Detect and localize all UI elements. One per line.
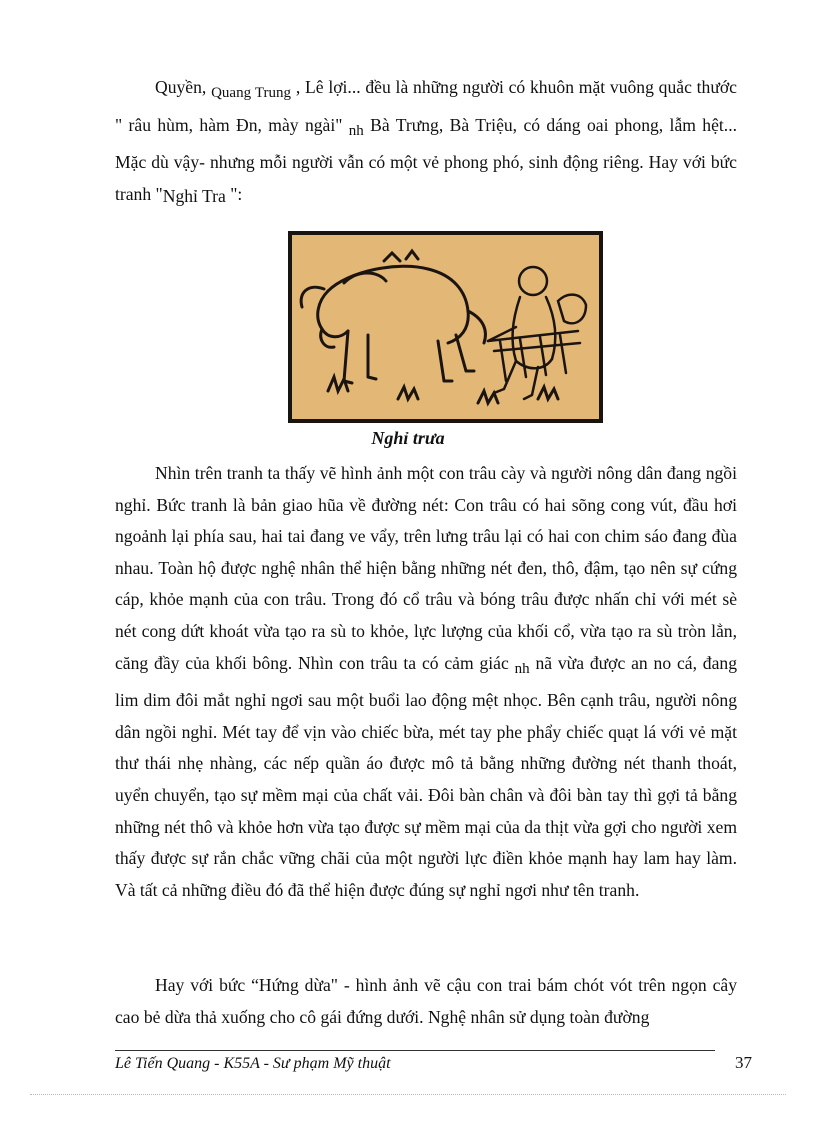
woodblock-illustration (288, 231, 603, 423)
text-run: , Lê lợi... đều là những người có khuôn mặt vuông quắc thước " râu hùm, hàm Ðn, mày ngài" (115, 77, 737, 135)
text-run: nh (348, 122, 364, 139)
painting-nghi-trua (288, 231, 603, 423)
paragraph-intro (115, 72, 737, 212)
text-run: nã vừa được an no cá, đang lim dim đôi mắt nghỉ ngơi sau một buổi lao động mệt nhọc. Bên cạnh trâu, người nông dân ngồi nghỉ. Mét tay để vịn vào chiếc bừa, mét tay phe phẩy chiếc quạt lá với vẻ mặt thư thái nhẹ nhàng, các nếp quần áo được mô tả bằng những đường nét thanh thoát, uyển chuyển, tạo sự mềm mại của chất vải. Đôi bàn chân và đôi bàn tay thì gợi tả bằng những nét thô và khỏe hơn vừa tạo được sự mềm mại của da thịt vừa gợi cho người xem thấy được sự rắn chắc vững chãi của một người lực điền khỏe mạnh hay lam hay làm. Và tất cả những điều đó đã thể hiện được đúng sự nghỉ ngơi như tên tranh. (115, 652, 737, 900)
text-run: Quyền, (155, 77, 212, 97)
text-run: nh (514, 660, 530, 677)
text-run: ": (225, 183, 243, 204)
text-run: Nghỉ Tra (162, 185, 226, 206)
footer-divider (115, 1050, 715, 1051)
text-run: Nhìn trên tranh ta thấy vẽ hình ảnh một con trâu cày và người nông dân đang ngồi nghỉ. Bức tranh là bản giao hũa về đường nét: Con trâu có hai sõng cong vút, đầu hơi ngoảnh lại phía sau, hai tai đang ve vẩy, trên lưng trâu lại có hai con chim sáo đang đùa nhau. Toàn hộ được nghệ nhân thể hiện bằng những nét đen, thô, đậm, tạo nên sự cứng cáp, khỏe mạnh của con trâu. Trong đó cổ trâu và bóng trâu được nhấn chỉ với mét sè nét cong dứt khoát vừa tạo ra sù to khỏe, lực lượng của khối cổ, vừa tạo ra sù tròn lẳn, căng đầy của khối bông. Nhìn con trâu ta có cảm giác (115, 463, 737, 673)
footer-author: Lê Tiến Quang - K55A - Sư phạm Mỹ thuật (115, 1055, 391, 1072)
text-run: Quang Trung (211, 85, 292, 101)
page-number: 37 (735, 1053, 752, 1072)
page-bottom-border (30, 1094, 786, 1095)
paragraph-description (115, 458, 737, 906)
figure-caption: Nghỉ trưa (371, 428, 445, 448)
paragraph-hung-dua: Hay với bức “Hứng dừa" - hình ảnh vẽ cậu con trai bám chót vót trên ngọn cây cao bẻ dừa thả xuống cho cô gái đứng dưới. Nghệ nhân sử dụng toàn đường (115, 975, 737, 1027)
text-run: Bà Trưng, Bà Triệu, có dáng oai phong, lẫm hệt... Mặc dù vậy- nhưng mỗi người vẫn có một vẻ phong phó, sinh động riêng. Hay với bức tranh " (115, 114, 737, 204)
